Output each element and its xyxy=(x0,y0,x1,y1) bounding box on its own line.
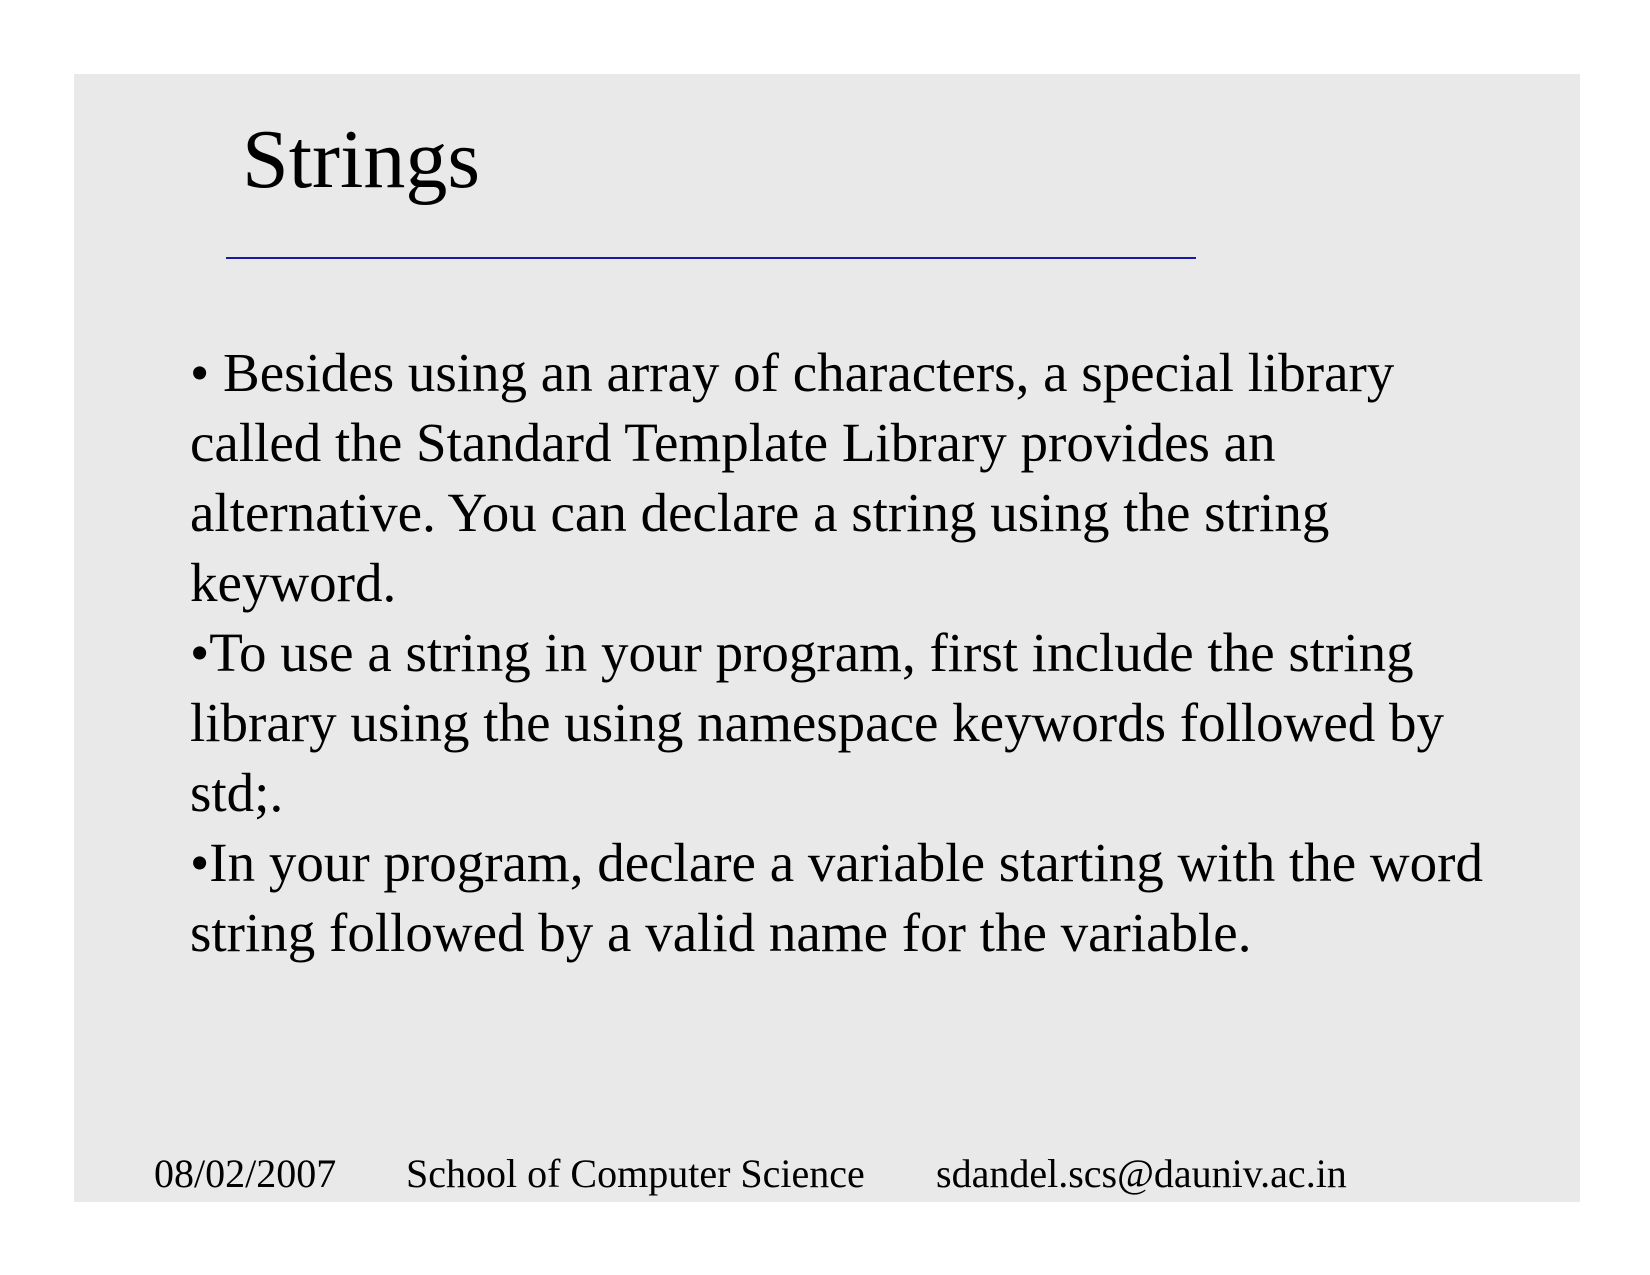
footer-school: School of Computer Science xyxy=(406,1151,865,1196)
slide-title: Strings xyxy=(242,113,481,206)
footer-email: sdandel.scs@dauniv.ac.in xyxy=(936,1151,1347,1196)
slide xyxy=(74,74,1580,1202)
title-underline xyxy=(226,257,1196,259)
footer-date: 08/02/2007 xyxy=(154,1151,337,1196)
slide-body xyxy=(190,338,1530,968)
bullet-item-1: • Besides using an array of characters, a special library called the Standard Template Library provides an alternative. You can declare a string using the string keyword. xyxy=(190,342,1395,613)
bullet-item-2: •To use a string in your program, first include the string library using the using namespace keywords followed by std;. xyxy=(190,622,1445,823)
bullet-item-3: •In your program, declare a variable starting with the word string followed by a valid name for the variable. xyxy=(190,832,1483,963)
